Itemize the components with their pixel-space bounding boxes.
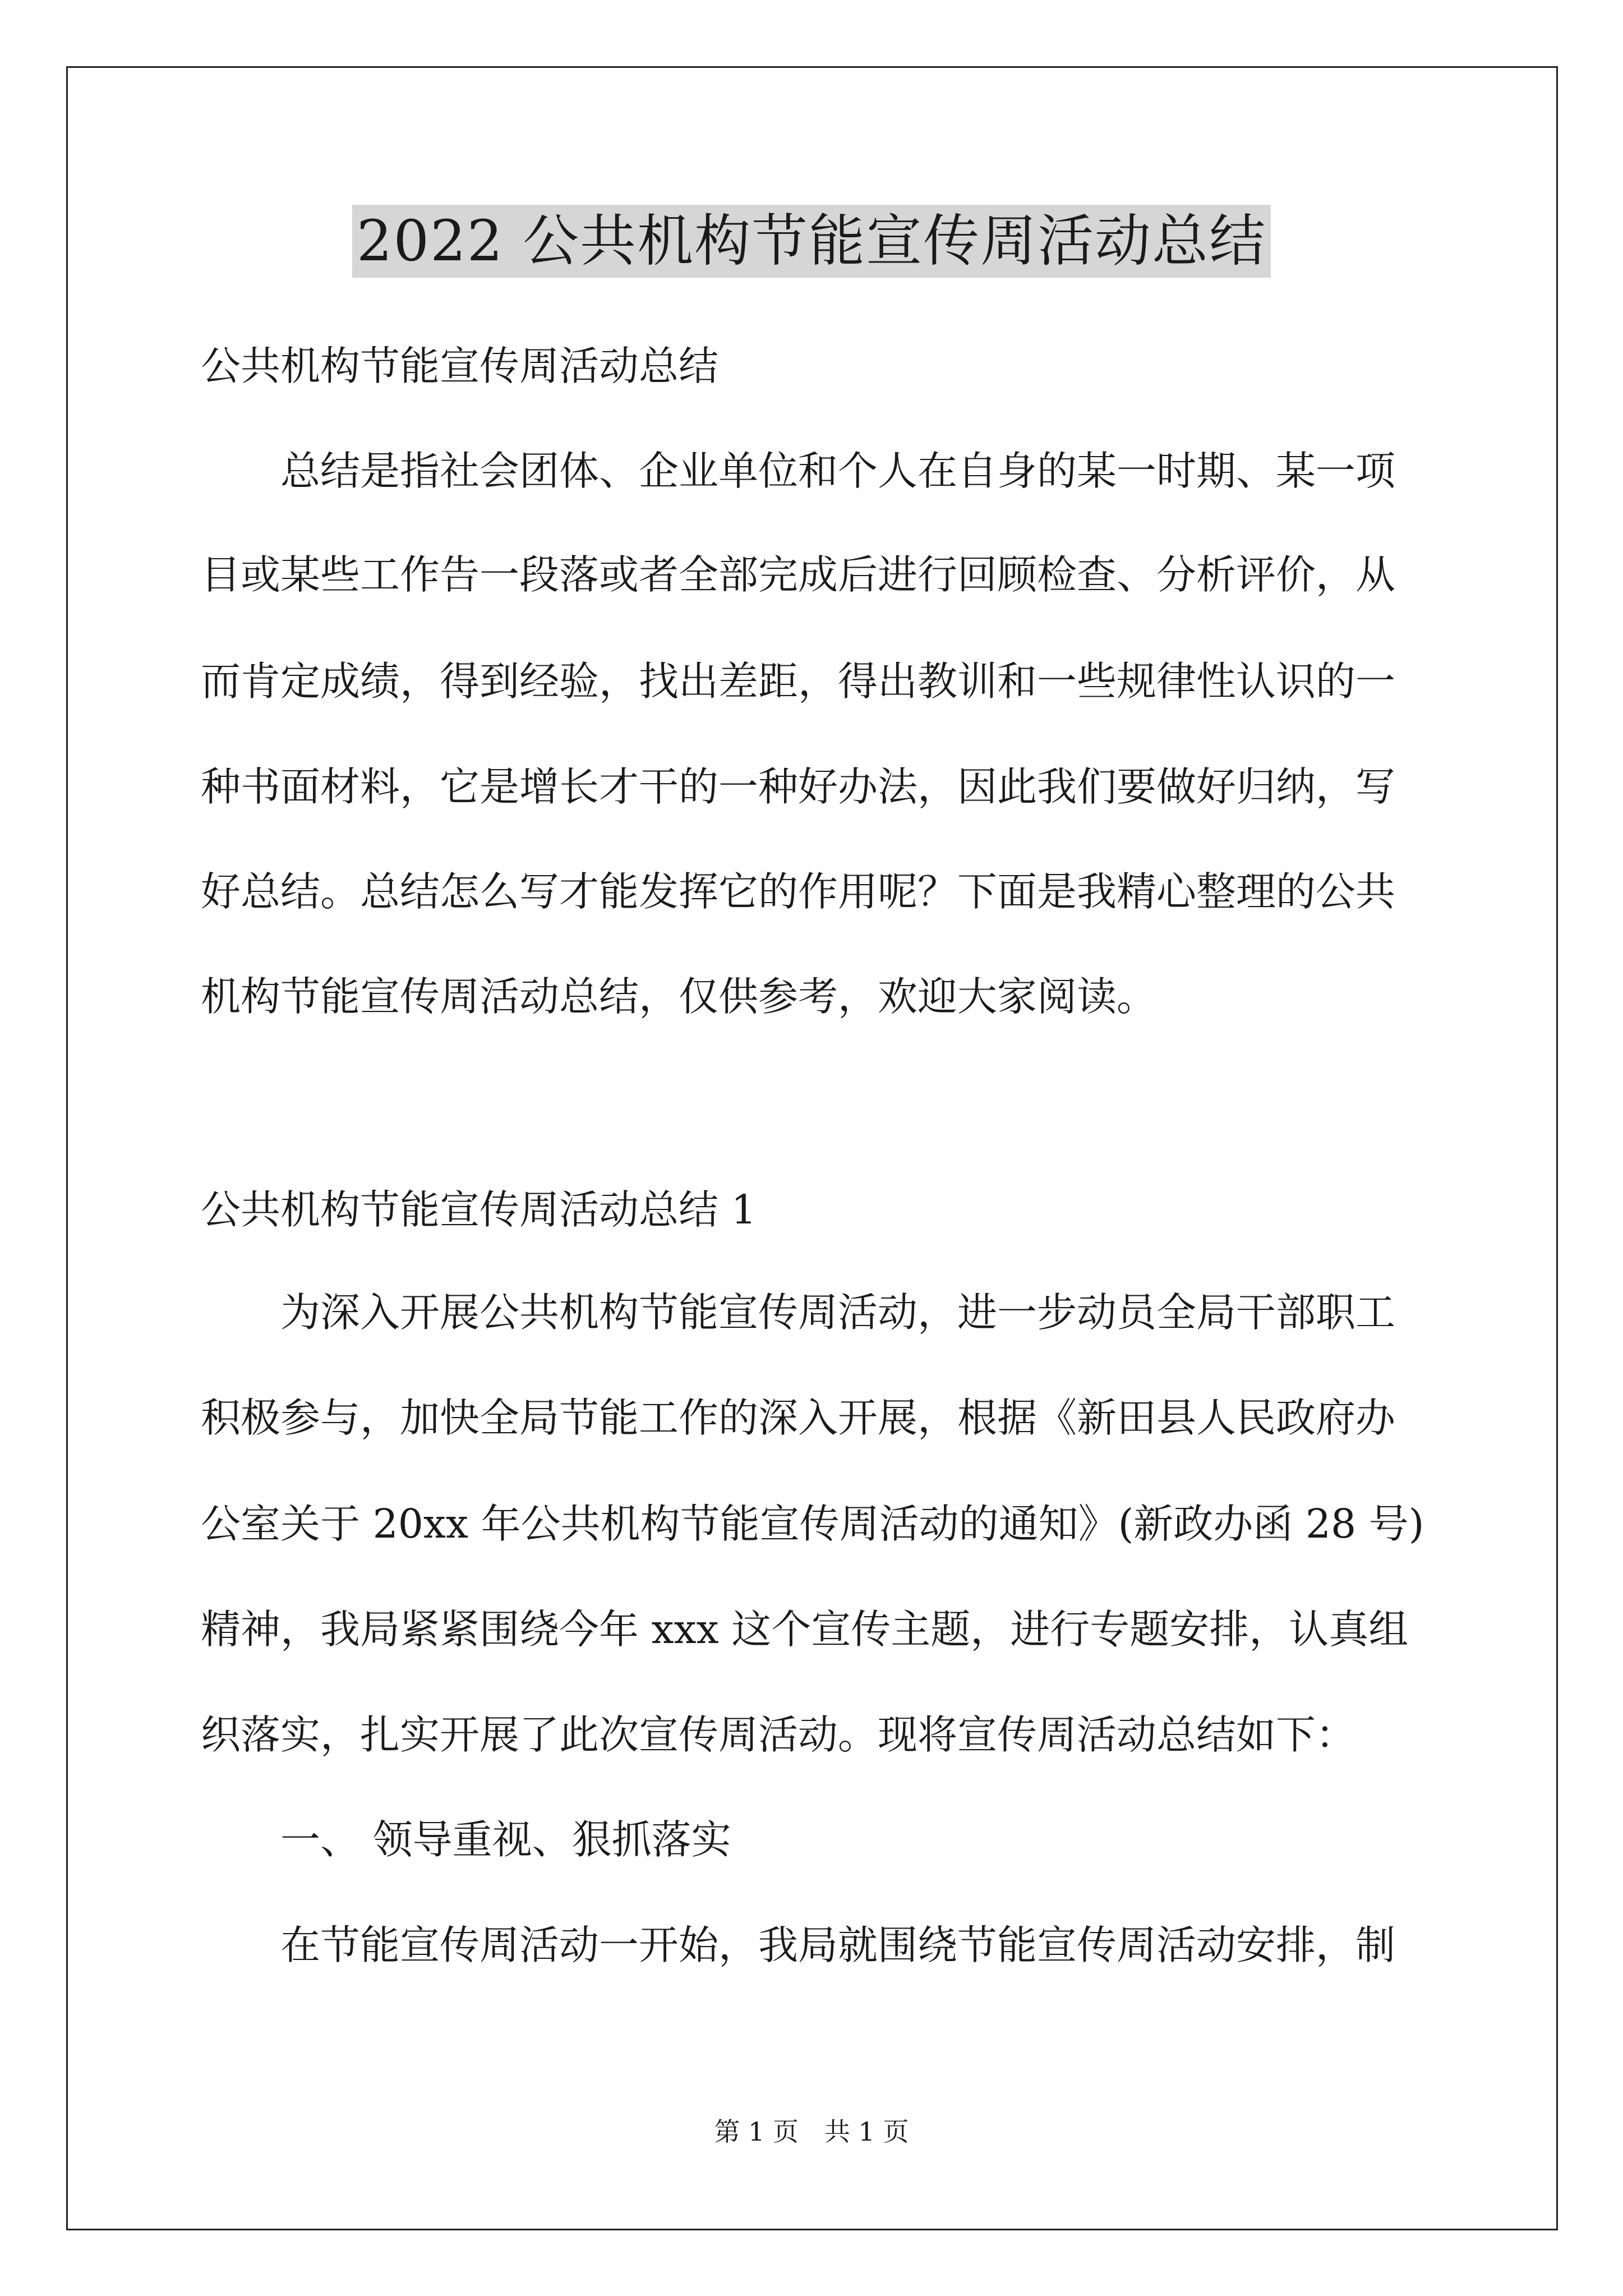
subtitle: 公共机构节能宣传周活动总结	[201, 343, 719, 389]
document-title: 2022 公共机构节能宣传周活动总结	[352, 205, 1271, 278]
section-line: 公室关于 20xx 年公共机构节能宣传周活动的通知》(新政办函 28 号)	[201, 1501, 1424, 1547]
intro-line: 总结是指社会团体、企业单位和个人在自身的某一时期、某一项	[280, 448, 1396, 494]
section-line: 精神，我局紧紧围绕今年 xxx 这个宣传主题，进行专题安排，认真组	[201, 1606, 1409, 1653]
intro-line: 种书面材料，它是增长才干的一种好办法，因此我们要做好归纳，写	[201, 763, 1396, 810]
section-line: 为深入开展公共机构节能宣传周活动，进一步动员全局干部职工	[280, 1289, 1396, 1336]
item-line: 在节能宣传周活动一开始，我局就围绕节能宣传周活动安排，制	[280, 1922, 1396, 1968]
section-heading: 公共机构节能宣传周活动总结 1	[201, 1186, 757, 1233]
section-line: 积极参与，加快全局节能工作的深入开展，根据《新田县人民政府办	[201, 1395, 1396, 1441]
intro-line: 机构节能宣传周活动总结，仅供参考，欢迎大家阅读。	[201, 973, 1157, 1020]
intro-line: 目或某些工作告一段落或者全部完成后进行回顾检查、分析评价，从	[201, 551, 1396, 598]
title-container	[0, 205, 1623, 278]
intro-line: 好总结。总结怎么写才能发挥它的作用呢？下面是我精心整理的公共	[201, 868, 1396, 915]
section-line: 织落实，扎实开展了此次宣传周活动。现将宣传周活动总结如下：	[201, 1711, 1356, 1758]
page-footer: 第 1 页 共 1 页	[714, 2116, 909, 2147]
intro-line: 而肯定成绩，得到经验，找出差距，得出教训和一些规律性认识的一	[201, 658, 1396, 705]
item-heading: 一、 领导重视、狠抓落实	[280, 1816, 731, 1863]
